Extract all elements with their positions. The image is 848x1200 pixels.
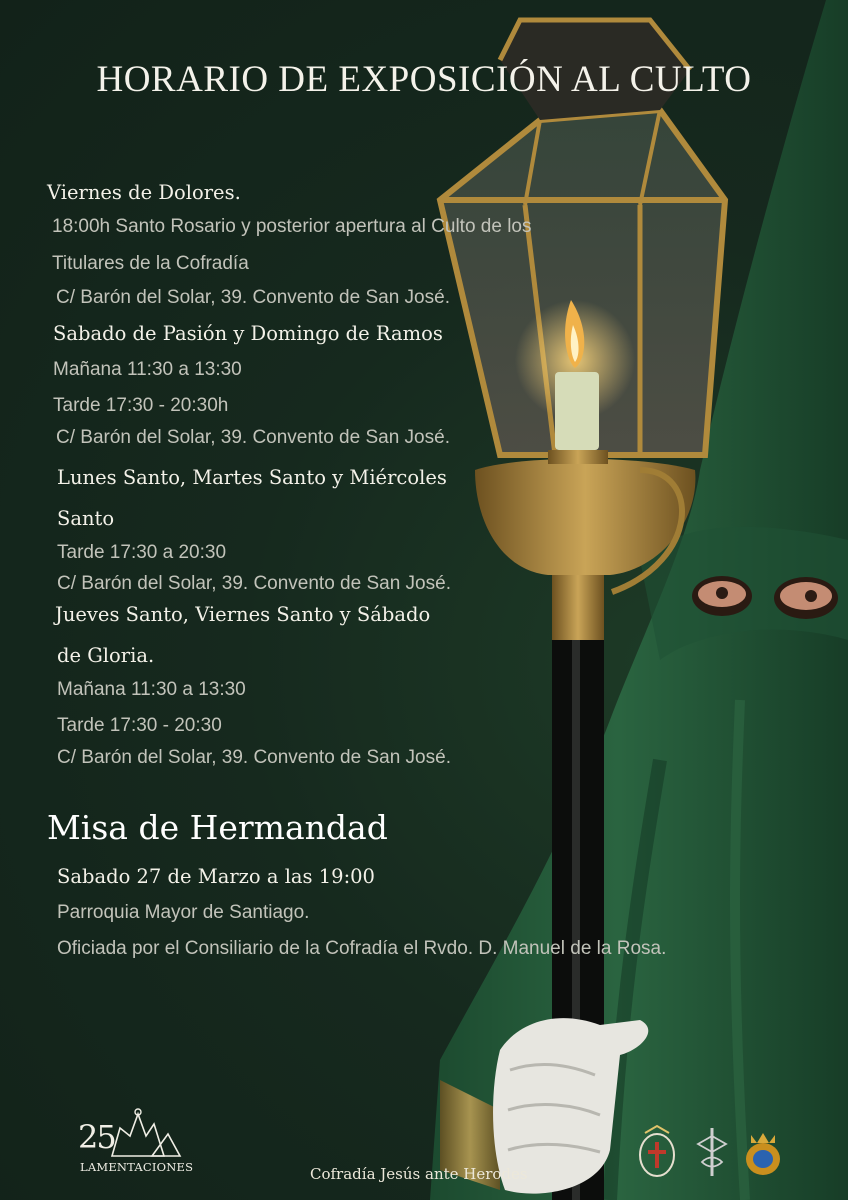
- page-title: HORARIO DE EXPOSICIÓN AL CULTO: [96, 59, 752, 100]
- misa-officiant: Oficiada por el Consiliario de la Cofradía el Rvdo. D. Manuel de la Rosa.: [57, 938, 667, 959]
- anniversary-number: 25: [78, 1118, 115, 1156]
- section-heading: Jueves Santo, Viernes Santo y Sábado: [55, 603, 431, 626]
- emblem-crown-icon: [746, 1133, 780, 1175]
- schedule-line: Tarde 17:30 a 20:30: [57, 542, 227, 563]
- footer-text: Cofradía Jesús ante Herodes: [310, 1165, 528, 1183]
- address-line: C/ Barón del Solar, 39. Convento de San José.: [56, 287, 450, 308]
- schedule-line: Tarde 17:30 - 20:30h: [53, 395, 229, 416]
- section-line: Titulares de la Cofradía: [52, 253, 249, 274]
- anniversary-word: LAMENTACIONES: [80, 1160, 194, 1174]
- section-heading: de Gloria.: [57, 644, 155, 667]
- misa-title: Misa de Hermandad: [47, 808, 388, 847]
- section-heading: Viernes de Dolores.: [47, 181, 241, 204]
- section-heading: Sabado de Pasión y Domingo de Ramos: [53, 322, 443, 345]
- misa-date: Sabado 27 de Marzo a las 19:00: [57, 865, 375, 888]
- schedule-line: Mañana 11:30 a 13:30: [57, 679, 246, 700]
- misa-place: Parroquia Mayor de Santiago.: [57, 902, 310, 923]
- address-line: C/ Barón del Solar, 39. Convento de San José.: [56, 427, 450, 448]
- address-line: C/ Barón del Solar, 39. Convento de San José.: [57, 747, 451, 768]
- anniversary-logo: [112, 1109, 180, 1156]
- schedule-line: Tarde 17:30 - 20:30: [57, 715, 222, 736]
- address-line: C/ Barón del Solar, 39. Convento de San José.: [57, 573, 451, 594]
- section-line: 18:00h Santo Rosario y posterior apertura al Culto de los: [52, 216, 532, 237]
- schedule-line: Mañana 11:30 a 13:30: [53, 359, 242, 380]
- section-heading: Santo: [57, 507, 115, 530]
- section-heading: Lunes Santo, Martes Santo y Miércoles: [57, 466, 447, 489]
